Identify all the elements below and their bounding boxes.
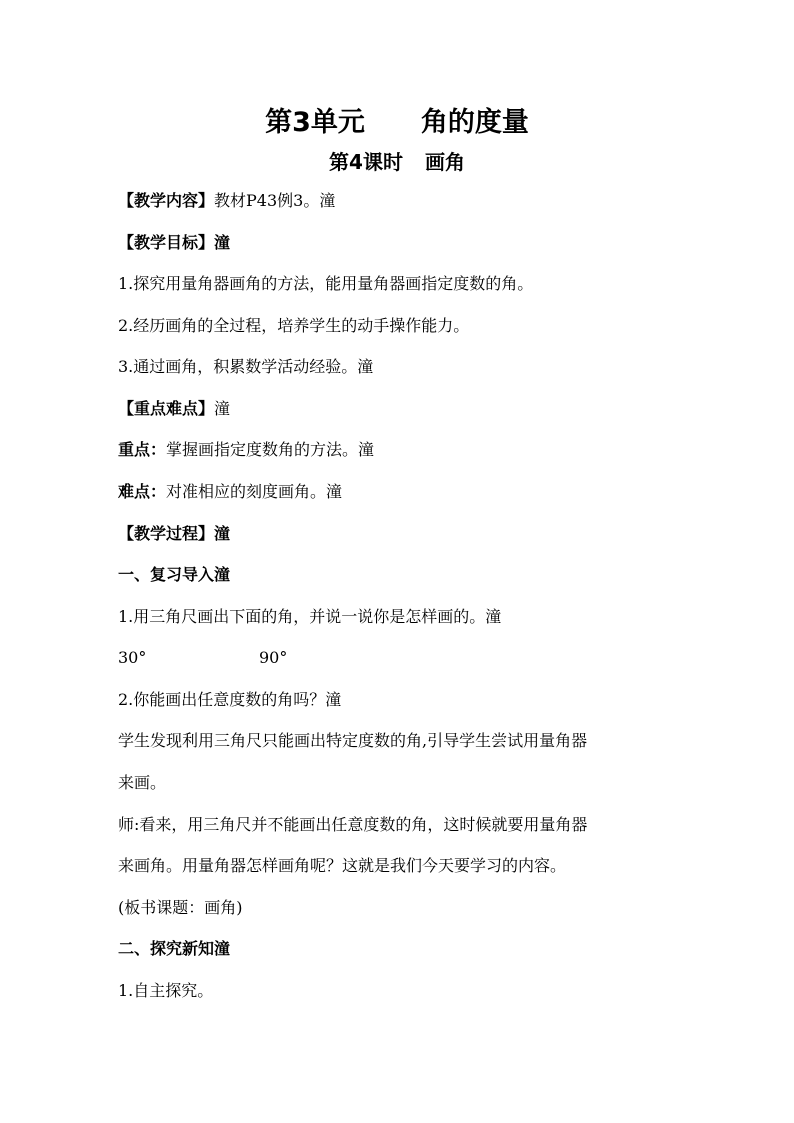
watermark-char: 潼	[319, 191, 336, 210]
section-explore-label: 二、探究新知	[118, 939, 215, 958]
teaching-content-text: 教材P43例3。	[214, 191, 320, 210]
watermark-char: 潼	[485, 607, 502, 626]
difficult-point-label: 难点：	[118, 482, 167, 501]
watermark-char: 潼	[214, 399, 231, 418]
watermark-char: 潼	[357, 357, 374, 376]
watermark-char: 潼	[214, 565, 231, 584]
difficult-point-line	[118, 482, 342, 502]
teaching-process-heading	[118, 524, 230, 544]
watermark-char: 潼	[214, 233, 231, 252]
explore-item-1: 1.自主探究。	[118, 981, 214, 1000]
lesson-title	[0, 146, 794, 175]
watermark-char: 潼	[214, 524, 231, 543]
question-2: 2.你能画出任意度数的角吗？潼	[118, 690, 342, 709]
teaching-content-label: 【教学内容】	[118, 191, 215, 210]
goal-item-2: 2.经历画角的全过程，培养学生的动手操作能力。	[118, 316, 470, 335]
watermark-char: 潼	[214, 939, 231, 958]
angle-30: 30°	[118, 648, 147, 667]
teaching-goals-heading	[118, 233, 230, 253]
goal-item-3: 3.通过画角，积累数学活动经验。潼	[118, 357, 374, 376]
watermark-char: 潼	[325, 690, 342, 709]
teaching-process-label: 【教学过程】	[118, 524, 215, 543]
unit-title	[0, 100, 794, 139]
key-point-line	[118, 440, 374, 460]
section-review-label: 一、复习导入	[118, 565, 215, 584]
paragraph-1-line-1: 学生发现利用三角尺只能画出特定度数的角,引导学生尝试用量角器	[118, 731, 588, 750]
teaching-goals-label: 【教学目标】	[118, 233, 215, 252]
unit-number: 第3单元	[265, 107, 365, 138]
watermark-char: 潼	[326, 482, 343, 501]
paragraph-2-line-2: 来画角。用量角器怎样画角呢？这就是我们今天要学习的内容。	[118, 856, 567, 875]
difficult-point-text: 对准相应的刻度画角。	[166, 482, 327, 501]
lesson-topic: 画角	[424, 150, 465, 174]
question-1: 1.用三角尺画出下面的角，并说一说你是怎样画的。潼	[118, 607, 502, 626]
teaching-content-line	[118, 191, 335, 211]
lesson-number: 第4课时	[329, 150, 403, 174]
watermark-char: 潼	[358, 440, 375, 459]
key-difficult-heading	[118, 399, 230, 419]
key-point-text: 掌握画指定度数角的方法。	[166, 440, 359, 459]
paragraph-1-line-2: 来画。	[118, 773, 167, 792]
unit-topic: 角的度量	[420, 107, 529, 138]
angle-90: 90°	[259, 648, 288, 667]
section-review-heading	[118, 565, 230, 585]
section-explore-heading	[118, 939, 230, 959]
key-point-label: 重点：	[118, 440, 167, 459]
board-title-note: (板书课题：画角)	[118, 898, 243, 917]
paragraph-2-line-1: 师:看来，用三角尺并不能画出任意度数的角，这时候就要用量角器	[118, 815, 588, 834]
goal-item-1: 1.探究用量角器画角的方法，能用量角器画指定度数的角。	[118, 274, 534, 293]
key-difficult-label: 【重点难点】	[118, 399, 215, 418]
angle-values-line	[118, 648, 418, 668]
